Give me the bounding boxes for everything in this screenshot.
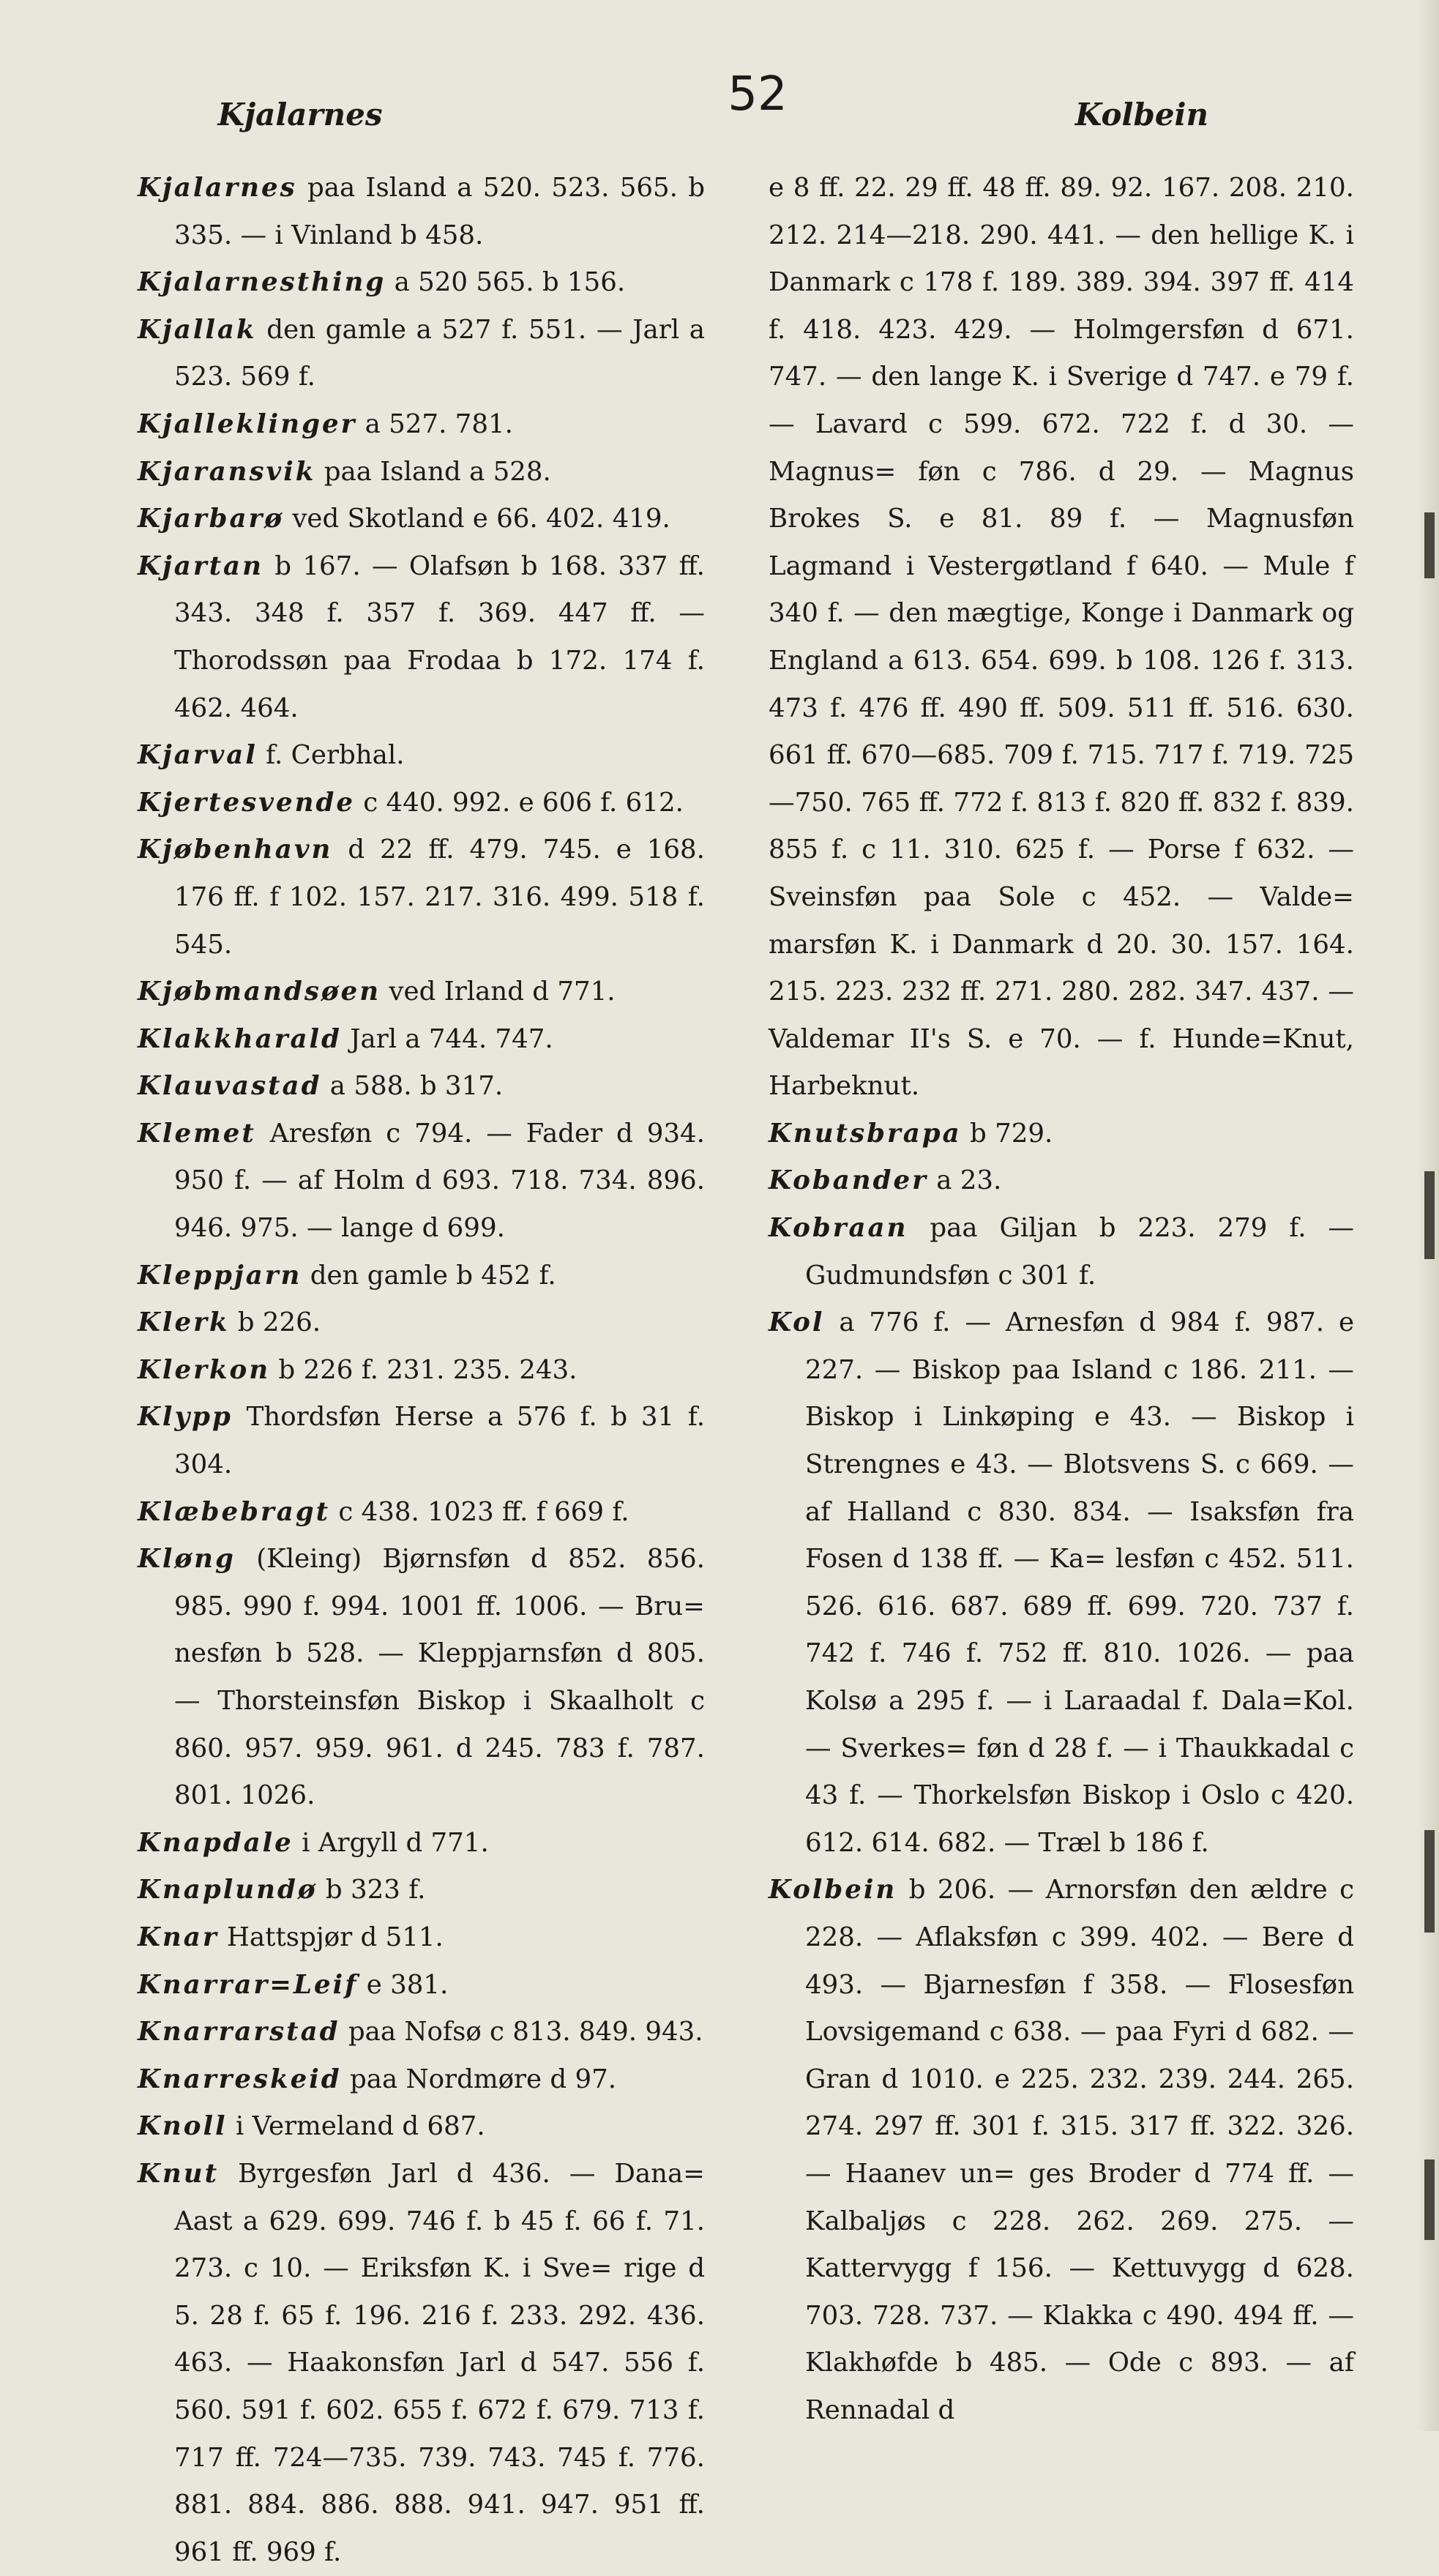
entry-references: paa Island a 528. bbox=[324, 456, 551, 487]
entry-references: b 729. bbox=[970, 1118, 1053, 1149]
entry-headword: Knarrar=Leif bbox=[138, 1969, 359, 2000]
index-entry bbox=[138, 401, 705, 449]
index-entry bbox=[138, 1016, 705, 1064]
entry-references: e 8 ff. 22. 29 ff. 48 ff. 89. 92. 167. 208. 210. 212. 214—218. 290. 441. — den hellige K. i Danmark c 178 f. 189. 389. 394. 397 ff. 414 f. 418. 423. 429. — Holmgersføn d 671. 747. — den lange K. i Sverige d 747. e 79 f. — Lavard c 599. 672. 722 f. d 30. — Magnus= føn c 786. d 29. — Magnus Brokes S. e 81. 89 f. — Magnusføn Lagmand i Vestergøtland f 640. — Mule f 340 f. — den mægtige, Konge i Danmark og England a 613. 654. 699. b 108. 126 f. 313. 473 f. 476 ff. 490 ff. 509. 511 ff. 516. 630. 661 ff. 670—685. 709 f. 715. 717 f. 719. 725—750. 765 ff. 772 f. 813 f. 820 ff. 832 f. 839. 855 f. c 11. 310. 625 f. — Porse f 632. — Sveinsføn paa Sole c 452. — Valde= marsføn K. i Danmark d 20. 30. 157. 164. 215. 223. 232 ff. 271. 280. 282. 347. 437. — Valdemar II's S. e 70. — f. Hunde=Knut, Harbeknut. bbox=[769, 173, 1354, 1102]
entry-headword: Klemet bbox=[138, 1118, 256, 1149]
index-entry bbox=[138, 780, 705, 827]
left-column bbox=[138, 165, 705, 2576]
entry-headword: Kleppjarn bbox=[138, 1260, 302, 1291]
entry-headword: Knarreskeid bbox=[138, 2064, 342, 2094]
index-entry bbox=[138, 1394, 705, 1488]
entry-headword: Kjalarnes bbox=[138, 173, 297, 203]
entry-headword: Knut bbox=[138, 2158, 220, 2189]
entry-references: b 226 f. 231. 235. 243. bbox=[278, 1354, 578, 1385]
entry-headword: Kobraan bbox=[769, 1213, 908, 1244]
entry-headword: Kobander bbox=[769, 1165, 928, 1196]
index-entry bbox=[138, 2151, 705, 2576]
edge-mark bbox=[1424, 512, 1435, 578]
index-entry bbox=[138, 307, 705, 401]
entry-references: den gamle a 527 f. 551. — Jarl a 523. 569 f. bbox=[174, 314, 705, 392]
index-entry bbox=[138, 1867, 705, 1914]
entry-headword: Kjallak bbox=[138, 314, 257, 345]
entry-references: paa Giljan b 223. 279 f. — Gudmundsføn c 301 f. bbox=[805, 1213, 1354, 1291]
entry-headword: Klauvastad bbox=[138, 1071, 322, 1102]
entry-references: ved Irland d 771. bbox=[389, 977, 616, 1007]
index-entry bbox=[769, 1205, 1354, 1299]
entry-headword: Klæbebragt bbox=[138, 1496, 331, 1527]
entry-references: a 527. 781. bbox=[365, 408, 513, 439]
entry-references: c 438. 1023 ff. f 669 f. bbox=[338, 1496, 629, 1527]
entry-references: paa Nofsø c 813. 849. 943. bbox=[348, 2017, 703, 2047]
index-entry bbox=[138, 496, 705, 543]
entry-references: b 226. bbox=[237, 1307, 321, 1338]
entry-references: e 381. bbox=[366, 1969, 449, 2000]
running-head-right: Kolbein bbox=[1074, 97, 1209, 132]
index-entry bbox=[138, 1820, 705, 1867]
entry-references: Byrgesføn Jarl d 436. — Dana= Aast a 629. 699. 746 f. b 45 f. 66 f. 71. 273. c 10. — Eriksføn K. i Sve= rige d 5. 28 f. 65 f. 196. 216 f. 233. 292. 436. 463. — Haakonsføn Jarl d 547. 556 f. 560. 591 f. 602. 655 f. 672 f. 679. 713 f. 717 ff. 724—735. 739. 743. 745 f. 776. 881. 884. 886. 888. 941. 947. 951 ff. 961 ff. 969 f. bbox=[174, 2158, 705, 2567]
entry-references: Aresføn c 794. — Fader d 934. 950 f. — af Holm d 693. 718. 734. 896. 946. 975. — lange d 699. bbox=[174, 1118, 705, 1244]
index-entry bbox=[138, 2009, 705, 2056]
entry-headword: Klerkon bbox=[138, 1354, 271, 1385]
entry-references: i Argyll d 771. bbox=[302, 1827, 489, 1858]
index-entry bbox=[138, 165, 705, 259]
entry-headword: Knar bbox=[138, 1922, 219, 1952]
entry-headword: Kjertesvende bbox=[138, 787, 355, 818]
index-entry bbox=[138, 1063, 705, 1110]
page-header bbox=[0, 67, 1439, 133]
entry-headword: Knapdale bbox=[138, 1827, 294, 1858]
edge-mark bbox=[1424, 2159, 1435, 2240]
entry-references: i Vermeland d 687. bbox=[235, 2111, 485, 2142]
entry-headword: Klerk bbox=[138, 1307, 230, 1338]
entry-headword: Kløng bbox=[138, 1544, 236, 1575]
index-entry bbox=[138, 1489, 705, 1537]
entry-headword: Kjalleklinger bbox=[138, 408, 357, 439]
index-entry bbox=[138, 2103, 705, 2151]
index-entry bbox=[138, 2056, 705, 2104]
entry-references: Jarl a 744. 747. bbox=[350, 1023, 553, 1054]
page-edge bbox=[1417, 0, 1439, 2431]
entry-references: d 22 ff. 479. 745. e 168. 176 ff. f 102. 157. 217. 316. 499. 518 f. 545. bbox=[174, 835, 705, 960]
entry-references: b 206. — Arnorsføn den ældre c 228. — Aflaksføn c 399. 402. — Bere d 493. — Bjarnesføn f 358. — Flosesføn Lovsigemand c 638. — paa Fyri d 682. — Gran d 1010. e 225. 232. 239. 244. 265. 274. 297 ff. 301 f. 315. 317 ff. 322. 326. — Haanev un= ges Broder d 774 ff. — Kalbaljøs c 228. 262. 269. 275. — Kattervygg f 156. — Kettuvygg d 628. 703. 728. 737. — Klakka c 490. 494 ff. — Klakhøfde b 485. — Ode c 893. — af Rennadal d bbox=[805, 1875, 1354, 2425]
entry-references: c 440. 992. e 606 f. 612. bbox=[363, 787, 684, 818]
entry-references: paa Island a 520. 523. 565. b 335. — i Vinland b 458. bbox=[174, 173, 705, 250]
entry-references: a 776 f. — Arnesføn d 984 f. 987. e 227. — Biskop paa Island c 186. 211. — Biskop i Linkøping e 43. — Biskop i Strengnes e 43. — Blotsvens S. c 669. — af Halland c 830. 834. — Isaksføn fra Fosen d 138 ff. — Ka= lesføn c 452. 511. 526. 616. 687. 689 ff. 699. 720. 737 f. 742 f. 746 f. 752 ff. 810. 1026. — paa Kolsø a 295 f. — i Laraadal f. Dala=Kol. — Sverkes= føn d 28 f. — i Thaukkadal c 43 f. — Thorkelsføn Biskop i Oslo c 420. 612. 614. 682. — Træl b 186 f. bbox=[805, 1307, 1354, 1858]
entry-headword: Kjartan bbox=[138, 550, 263, 581]
entry-headword: Knoll bbox=[138, 2111, 228, 2142]
index-entry bbox=[138, 968, 705, 1016]
index-entry bbox=[138, 1110, 705, 1252]
index-entry bbox=[138, 1252, 705, 1300]
entry-references: den gamle b 452 f. bbox=[310, 1260, 556, 1291]
entry-references: Hattspjør d 511. bbox=[226, 1922, 444, 1952]
index-entry bbox=[138, 543, 705, 732]
entry-references: b 167. — Olafsøn b 168. 337 ff. 343. 348 f. 357 f. 369. 447 ff. — Thorodssøn paa Frodaa b 172. 174 f. 462. 464. bbox=[174, 550, 705, 723]
entry-references: (Kleing) Bjørnsføn d 852. 856. 985. 990 f. 994. 1001 ff. 1006. — Bru= nesføn b 528. — Kleppjarnsføn d 805. — Thorsteinsføn Biskop i Skaalholt c 860. 957. 959. 961. d 245. 783 f. 787. 801. 1026. bbox=[174, 1544, 705, 1811]
index-entry bbox=[769, 1157, 1354, 1205]
index-entry bbox=[138, 1536, 705, 1820]
entry-references: a 23. bbox=[936, 1165, 1002, 1196]
entry-headword: Kjarbarø bbox=[138, 504, 284, 534]
index-entry bbox=[769, 1299, 1354, 1867]
running-head-left: Kjalarnes bbox=[217, 97, 383, 132]
edge-mark bbox=[1424, 1830, 1435, 1933]
entry-references: f. Cerbhal. bbox=[266, 740, 405, 771]
index-entry bbox=[138, 732, 705, 780]
index-entry bbox=[138, 1347, 705, 1395]
entry-headword: Klakkharald bbox=[138, 1023, 342, 1054]
entry-references: paa Nordmøre d 97. bbox=[350, 2064, 617, 2094]
entry-headword: Kjaransvik bbox=[138, 456, 316, 487]
edge-mark bbox=[1424, 1171, 1435, 1259]
entry-headword: Kol bbox=[769, 1307, 825, 1338]
index-entry bbox=[138, 1962, 705, 2009]
entry-headword: Kjøbenhavn bbox=[138, 835, 333, 865]
entry-headword: Knarrarstad bbox=[138, 2017, 340, 2047]
index-entry bbox=[138, 1914, 705, 1962]
entry-headword: Knutsbrapa bbox=[769, 1118, 962, 1149]
index-entry bbox=[769, 1867, 1354, 2434]
index-entry bbox=[769, 1110, 1354, 1158]
index-entry bbox=[138, 259, 705, 307]
entry-headword: Kolbein bbox=[769, 1875, 897, 1905]
index-entry bbox=[138, 826, 705, 968]
index-entry bbox=[138, 449, 705, 496]
entry-headword: Knaplundø bbox=[138, 1875, 318, 1905]
entry-headword: Kjarval bbox=[138, 740, 258, 771]
entry-references: ved Skotland e 66. 402. 419. bbox=[292, 504, 670, 534]
page-number: 52 bbox=[728, 67, 788, 122]
entry-headword: Kjøbmandsøen bbox=[138, 977, 381, 1007]
right-column bbox=[769, 165, 1354, 2435]
entry-headword: Kjalarnesthing bbox=[138, 267, 386, 298]
entry-references: Thordsføn Herse a 576 f. b 31 f. 304. bbox=[174, 1402, 706, 1480]
index-entry bbox=[138, 1299, 705, 1347]
entry-headword: Klypp bbox=[138, 1402, 233, 1433]
entry-references: a 520 565. b 156. bbox=[394, 267, 626, 298]
entry-references: a 588. b 317. bbox=[329, 1071, 504, 1102]
index-entry bbox=[769, 165, 1354, 1110]
entry-references: b 323 f. bbox=[325, 1875, 426, 1905]
